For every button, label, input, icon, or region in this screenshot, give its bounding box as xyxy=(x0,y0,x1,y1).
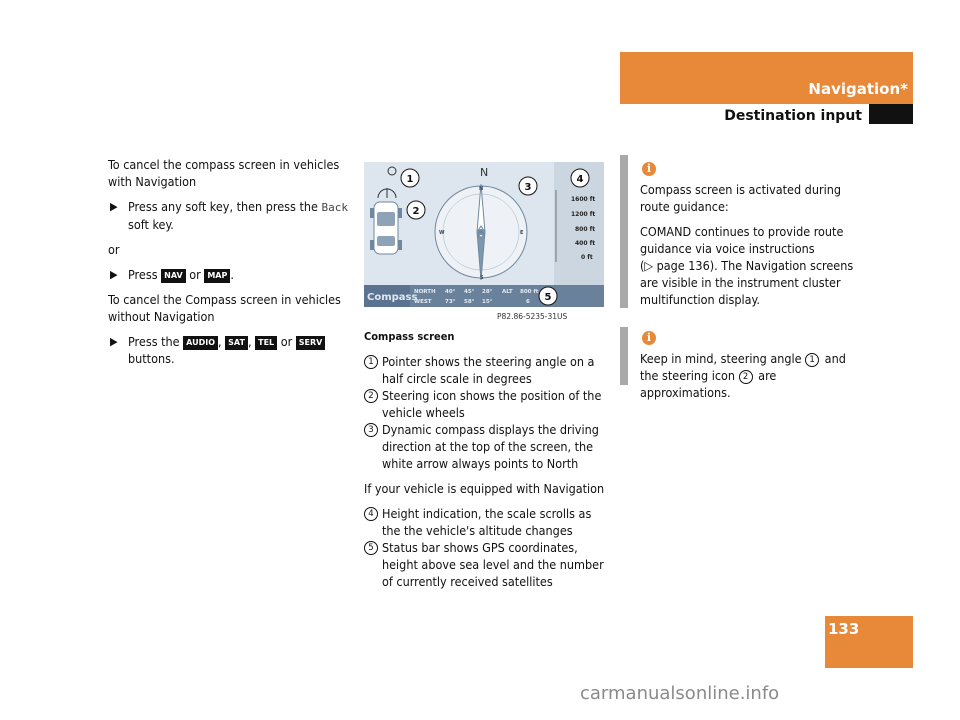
figure-caption: Compass screen xyxy=(364,330,455,343)
svg-text:800 ft: 800 ft xyxy=(520,289,539,295)
paragraph-cancel-without-nav: To cancel the Compass screen in vehicles without Navigation xyxy=(108,292,341,324)
svg-text:NORTH: NORTH xyxy=(414,289,436,295)
svg-text:5: 5 xyxy=(544,292,552,303)
svg-text:58°: 58° xyxy=(464,299,475,305)
svg-text:Compass: Compass xyxy=(367,292,418,303)
back-key-label: Back xyxy=(321,201,348,214)
info-bar xyxy=(620,327,628,385)
arrow-icon: ▶ xyxy=(110,335,118,348)
svg-text:0 ft: 0 ft xyxy=(581,254,593,261)
page-number: 133 xyxy=(828,620,860,638)
svg-text:6: 6 xyxy=(526,299,530,305)
compass-screen-figure xyxy=(364,162,604,311)
svg-text:S: S xyxy=(480,275,484,281)
svg-text:400 ft: 400 ft xyxy=(575,240,596,247)
info-icon: i xyxy=(642,162,656,176)
tel-key: TEL xyxy=(255,336,277,350)
section-title: Navigation* xyxy=(808,80,908,98)
arrow-icon: ▶ xyxy=(110,268,118,281)
svg-text:800 ft: 800 ft xyxy=(575,226,596,233)
instruction-buttons: ▶ Press the AUDIO , SAT , TEL or SERV buttons. xyxy=(108,333,353,367)
svg-text:N: N xyxy=(479,186,484,192)
svg-text:E: E xyxy=(520,230,524,236)
info-box-2: Keep in mind, steering angle 1 and the steering icon 2 are approximations. xyxy=(640,351,846,400)
header-marker xyxy=(869,104,913,124)
sat-key: SAT xyxy=(225,336,248,350)
instruction-soft-key: ▶ Press any soft key, then press the Back soft key. xyxy=(110,199,348,232)
info-box-1: Compass screen is activated during route guidance: COMAND continues to provide route guidance via voice instructions (▷ page 136). The Navigation screens are visible in the instrument cluster multifunction display. xyxy=(640,182,854,307)
svg-text:1200 ft: 1200 ft xyxy=(571,211,596,218)
legend-item-3: 3 Dynamic compass displays the driving direction at the top of the screen, the white arrow always points to North xyxy=(364,421,609,472)
svg-text:15°: 15° xyxy=(482,299,493,305)
left-column xyxy=(108,156,353,375)
svg-text:2: 2 xyxy=(412,206,420,217)
status-bar xyxy=(364,285,604,307)
svg-text:73°: 73° xyxy=(445,299,456,305)
svg-text:45°: 45° xyxy=(464,289,475,295)
north-label: N xyxy=(480,166,489,179)
watermark: carmanualsonline.info xyxy=(580,683,780,704)
svg-text:3: 3 xyxy=(524,182,532,193)
svg-text:40°: 40° xyxy=(445,289,456,295)
info-bar xyxy=(620,155,628,308)
svg-text:28°: 28° xyxy=(482,289,493,295)
svg-text:ALT: ALT xyxy=(502,289,513,295)
legend-item-2: 2 Steering icon shows the position of the vehicle wheels xyxy=(364,387,609,421)
legend-item-5: 5 Status bar shows GPS coordinates, height above sea level and the number of currently received satellites xyxy=(364,539,609,590)
audio-key: AUDIO xyxy=(183,336,218,350)
or-text: or xyxy=(108,242,120,257)
arrow-icon: ▶ xyxy=(110,200,118,213)
svg-text:1600 ft: 1600 ft xyxy=(571,196,596,203)
svg-text:1: 1 xyxy=(406,174,414,185)
info-icon: i xyxy=(642,331,656,345)
legend-item-4: 4 Height indication, the scale scrolls as the the vehicle's altitude changes xyxy=(364,505,609,539)
paragraph-cancel-with-nav: To cancel the compass screen in vehicles with Navigation xyxy=(108,157,340,189)
figure-reference-id: P82.86-5235-31US xyxy=(497,312,568,321)
nav-key: NAV xyxy=(161,269,186,283)
middle-column xyxy=(364,328,609,590)
legend-item-1: 1 Pointer shows the steering angle on a half circle scale in degrees xyxy=(364,353,609,387)
instruction-nav-map: ▶ Press NAV or MAP . xyxy=(110,267,234,282)
serv-key: SERV xyxy=(296,336,326,350)
navigation-note: If your vehicle is equipped with Navigation xyxy=(364,481,605,496)
svg-text:4: 4 xyxy=(576,174,584,185)
map-key: MAP xyxy=(204,269,230,283)
steering-icon xyxy=(370,202,402,254)
svg-text:W: W xyxy=(439,230,445,236)
svg-text:WEST: WEST xyxy=(414,299,432,305)
subsection-title: Destination input xyxy=(724,108,862,124)
